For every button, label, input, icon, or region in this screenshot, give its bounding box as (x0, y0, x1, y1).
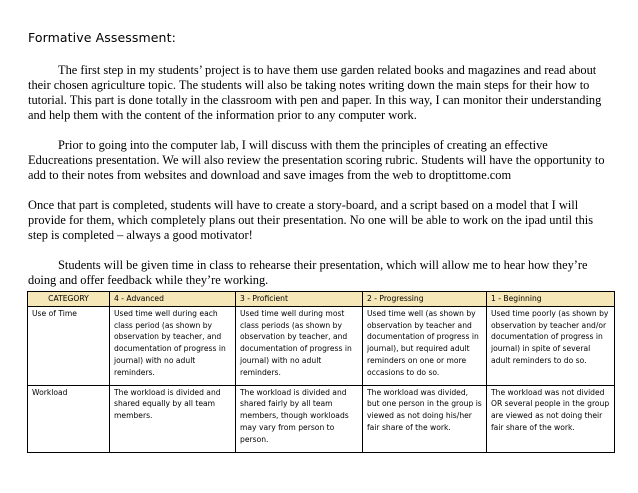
paragraph-storyboard: Once that part is completed, students will have to create a story-board, and a script based on a model that I will provide for them, which completely plans out their presentation. No one will be able to work on the ipad until this step is completed – always a good motivator! (28, 198, 594, 242)
scoring-rubric-table (27, 291, 615, 453)
table-cell: The workload is divided and shared fairly by all team members, though workloads may vary from person to person. (236, 385, 363, 452)
table-cell: The workload was not divided OR several people in the group are viewed as not doing their fair share of the work. (487, 385, 615, 452)
table-row (28, 385, 615, 452)
table-cell: The workload was divided, but one person in the group is viewed as not doing his/her fair share of the work. (363, 385, 487, 452)
paragraph-research: The first step in my students’ project is to have them use garden related books and magazines and read about their chosen agriculture topic. The students will also be taking notes writing down the main steps for their how to tutorial. This part is done totally in the classroom with pen and paper. In this way, I can monitor their understanding and help them with the content of the information prior to any computer work. (28, 63, 602, 122)
table-row (28, 306, 615, 385)
table-cell: Used time well (as shown by observation by teacher and documentation of progress in journal), but required adult reminders on one or more occasions to do so. (363, 306, 487, 385)
rubric-header-row (28, 292, 615, 307)
header-progressing: 2 - Progressing (363, 292, 487, 307)
header-proficient: 3 - Proficient (236, 292, 363, 307)
row-category: Use of Time (28, 306, 110, 385)
table-cell: Used time well during each class period (as shown by observation by teacher, and documentation of progress in journal) with no adult reminders. (110, 306, 236, 385)
header-category: CATEGORY (28, 292, 110, 307)
paragraph-computer-lab: Prior to going into the computer lab, I will discuss with them the principles of creating an effective Educreations presentation. We will also review the presentation scoring rubric. Students will have the opportunity to add to their notes from websites and download and save images from the web to droptittome.com (28, 138, 605, 182)
table-cell: Used time poorly (as shown by observation by teacher and/or documentation of progress in journal) in spite of several adult reminders to do so. (487, 306, 615, 385)
section-heading: Formative Assessment: (28, 30, 176, 45)
document-page (28, 30, 613, 306)
paragraph-rehearse: Students will be given time in class to rehearse their presentation, which will allow me to hear how they’re doing and offer feedback while they’re working. (28, 258, 588, 287)
header-beginning: 1 - Beginning (487, 292, 615, 307)
row-category: Workload (28, 385, 110, 452)
table-cell: Used time well during most class periods (as shown by observation by teacher, and documentation of progress in journal) with no adult reminders. (236, 306, 363, 385)
header-advanced: 4 - Advanced (110, 292, 236, 307)
table-cell: The workload is divided and shared equally by all team members. (110, 385, 236, 452)
